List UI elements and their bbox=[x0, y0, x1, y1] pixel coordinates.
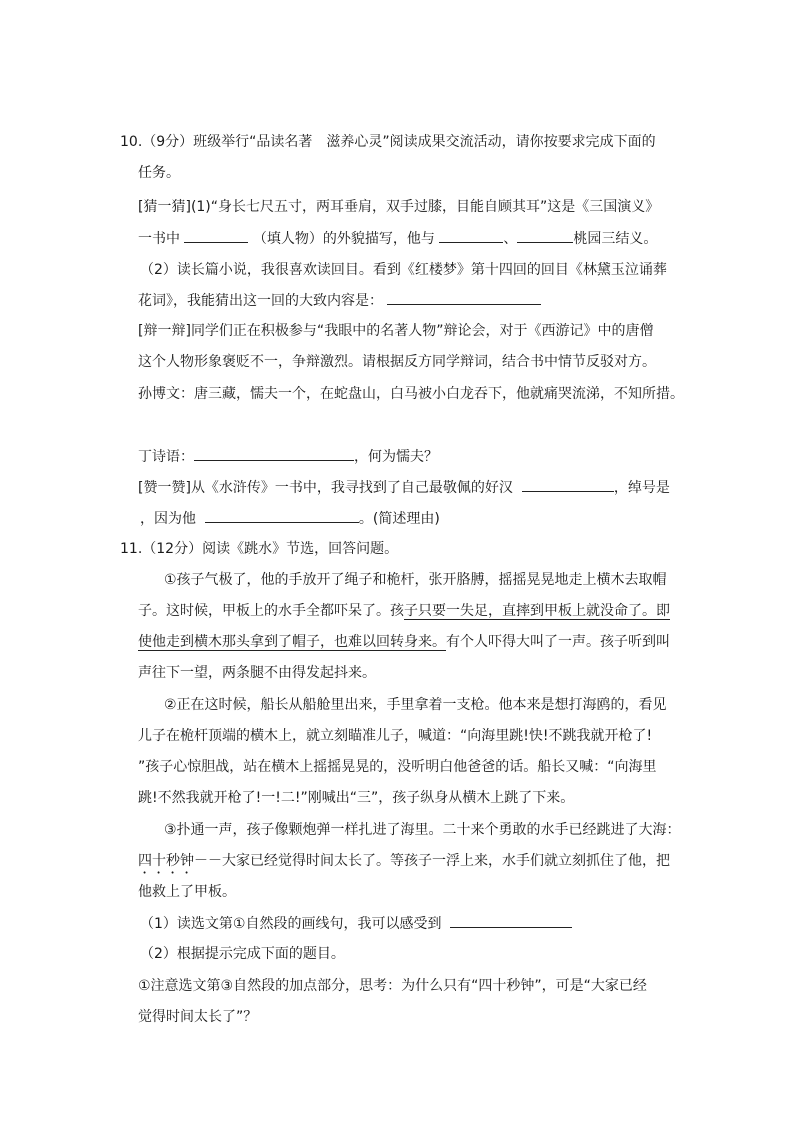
q10-header-cont: 任务。 bbox=[138, 165, 180, 181]
q10-debate-line2: 这个人物形象褒贬不一，争辩激烈。请根据反方同学辩词，结合书中情节反驳对方。 bbox=[138, 354, 656, 370]
blank-chapter-content[interactable] bbox=[387, 290, 541, 305]
dotted-phrase: 四十秒钟 bbox=[138, 853, 194, 869]
guess-label: [猜一猜] bbox=[138, 199, 191, 215]
q11-p3-line2: 四十秒钟－－大家已经觉得时间太长了。等孩子一浮上来，水手们就立刻抓住了他，把 bbox=[138, 853, 670, 869]
q11-subquestion-2: （2）根据提示完成下面的题目。 bbox=[140, 946, 345, 962]
q11-subquestion-2-1: ①注意选文第③自然段的加点部分，思考：为什么只有“四十秒钟”，可是“大家已经 bbox=[138, 978, 647, 994]
praise-label: [赞一赞] bbox=[138, 480, 191, 496]
q11-header: 11.（12分）阅读《跳水》节选，回答问题。 bbox=[120, 541, 399, 557]
underlined-sentence-1: 子只要一失足，直摔到甲板上就没命了。即 bbox=[404, 603, 670, 619]
q11-p1-line1: ①孩子气极了，他的手放开了绳子和桅杆，张开胳膊，摇摇晃晃地走上横木去取帽 bbox=[164, 572, 667, 588]
q10-header: 10.（9分）班级举行“品读名著 滋养心灵”阅读成果交流活动，请你按要求完成下面的 bbox=[120, 134, 656, 150]
q11-p2-line1: ②正在这时候，船长从船舱里出来，手里拿着一支枪。他本来是想打海鸥的，看见 bbox=[164, 697, 667, 713]
q11-p1-line4: 声往下一望，两条腿不由得发起抖来。 bbox=[138, 665, 376, 681]
q10-sun: 孙博文：唐三藏，懦夫一个，在蛇盘山，白马被小白龙吞下，他就痛哭流涕，不知所措。 bbox=[138, 386, 684, 402]
q10-ding: 丁诗语： ，何为懦夫？ bbox=[138, 446, 438, 467]
blank-feeling[interactable] bbox=[450, 913, 572, 928]
q11-p2-line4: 跳!不然我就开枪了!一!二!”刚喊出“三”，孩子纵身从横木上跳了下来。 bbox=[138, 790, 575, 806]
q10-debate-line1: [辩一辩]同学们正在积极参与“我眼中的名著人物”辩论会，对于《西游记》中的唐僧 bbox=[138, 323, 654, 339]
q10-guess-line2: 一书中 （填人物）的外貌描写，他与 、 桃园三结义。 bbox=[138, 228, 657, 249]
debate-label: [辩一辩] bbox=[138, 323, 191, 339]
q11-p1-line2: 子。这时候，甲板上的水手全都吓呆了。孩子只要一失足，直摔到甲板上就没命了。即 bbox=[138, 603, 670, 619]
underlined-sentence-2: 使他走到横木那头拿到了帽子，也难以回转身来。 bbox=[138, 634, 446, 650]
blank-reason[interactable] bbox=[205, 508, 359, 523]
q11-subquestion-2-1-cont: 觉得时间太长了”？ bbox=[138, 1009, 258, 1025]
q11-p3-line1: ③扑通一声，孩子像颗炮弹一样扎进了海里。二十来个勇敢的水手已经跳进了大海： bbox=[164, 822, 681, 838]
q11-p3-line3: 他救上了甲板。 bbox=[138, 884, 236, 900]
blank-brother-1[interactable] bbox=[439, 228, 503, 243]
blank-character[interactable] bbox=[184, 228, 248, 243]
q10-praise-line2: ，因为他 。(简述理由) bbox=[140, 508, 440, 529]
q11-p1-line3: 使他走到横木那头拿到了帽子，也难以回转身来。有个人吓得大叫了一声。孩子听到叫 bbox=[138, 634, 670, 650]
q11-p2-line3: ”孩子心惊胆战，站在横木上摇摇晃晃的，没听明白他爸爸的话。船长又喊：“向海里 bbox=[138, 759, 657, 775]
q11-subquestion-1: （1）读选文第①自然段的画线句，我可以感受到 bbox=[140, 913, 572, 934]
q10-guess2-line2: 花词》，我能猜出这一回的大致内容是： bbox=[138, 290, 541, 311]
blank-brother-2[interactable] bbox=[517, 228, 573, 243]
blank-hero[interactable] bbox=[522, 477, 614, 492]
blank-rebuttal[interactable] bbox=[194, 446, 354, 461]
q10-guess2-line1: （2）读长篇小说，我很喜欢读回目。看到《红楼梦》第十四回的回目《林黛玉泣诵葬 bbox=[140, 262, 667, 278]
q11-p2-line2: 儿子在桅杆顶端的横木上，就立刻瞄准儿子，喊道：“向海里跳!快!不跳我就开枪了! bbox=[138, 728, 653, 744]
q10-praise-line1: [赞一赞]从《水浒传》一书中，我寻找到了自己最敬佩的好汉 ，绰号是 bbox=[138, 477, 670, 498]
q10-guess-line1: [猜一猜](1)“身长七尺五寸，两耳垂肩，双手过膝，目能自顾其耳”这是《三国演义》 bbox=[138, 199, 660, 215]
